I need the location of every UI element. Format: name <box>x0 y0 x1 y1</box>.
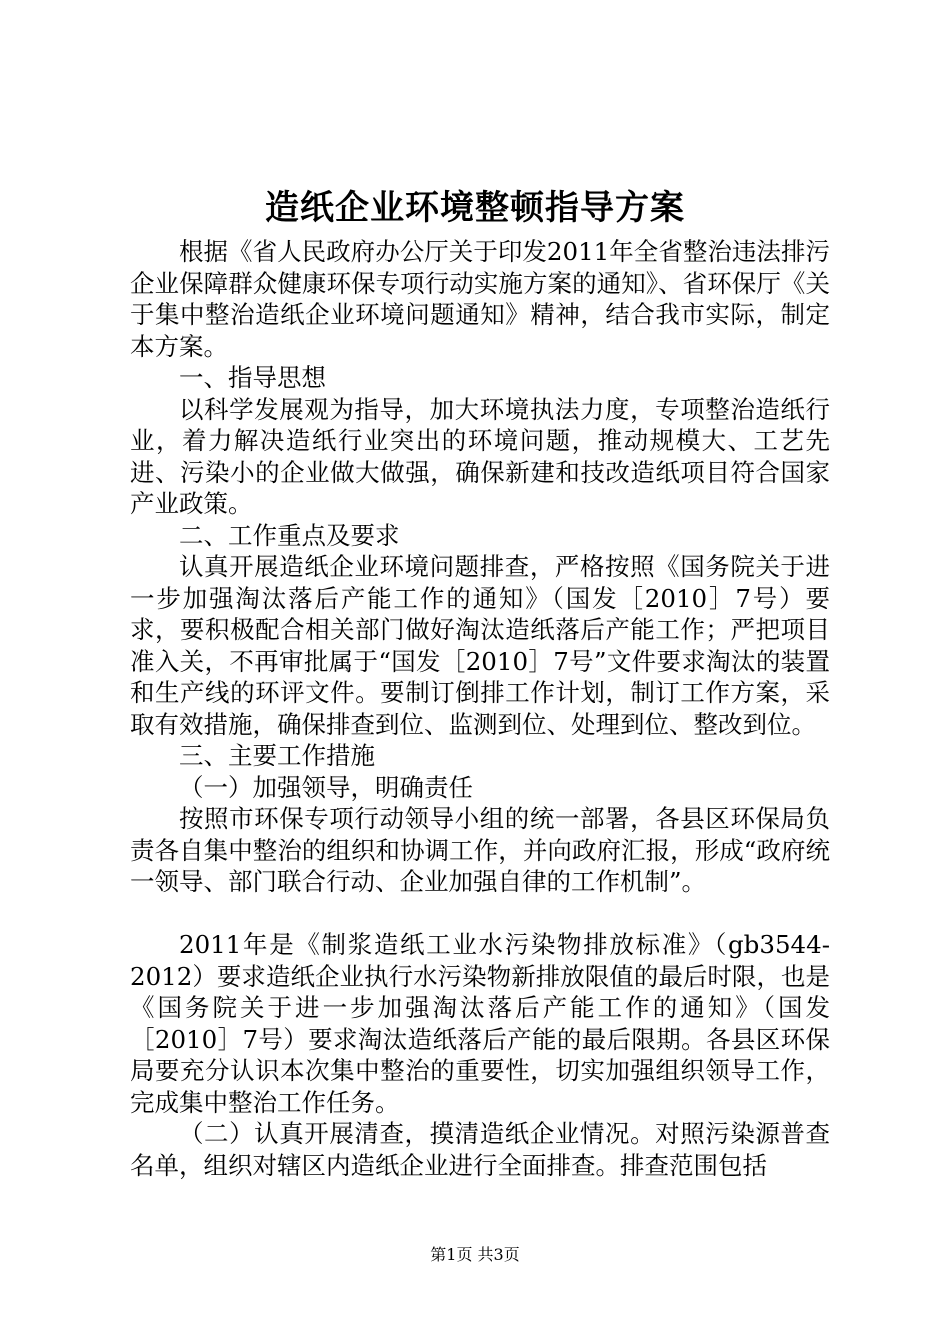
paragraph-inspection: （二）认真开展清查，摸清造纸企业情况。对照污染源普查名单，组织对辖区内造纸企业进行全面排查。排查范围包括 <box>130 1119 830 1180</box>
document-body <box>130 236 830 1181</box>
paragraph-intro: 根据《省人民政府办公厅关于印发2011年全省整治违法排污企业保障群众健康环保专项行动实施方案的通知》、省环保厅《关于集中整治造纸企业环境问题通知》精神，结合我市实际，制定本方案。 <box>130 237 830 361</box>
paragraph-work-focus: 认真开展造纸企业环境问题排查，严格按照《国务院关于进一步加强淘汰落后产能工作的通知》（国发［2010］7号）要求，要积极配合相关部门做好淘汰造纸落后产能工作；严把项目准入关，不再审批属于“国发［2010］7号”文件要求淘汰的装置和生产线的环评文件。要制订倒排工作计划，制订工作方案，采取有效措施，确保排查到位、监测到位、处理到位、整改到位。 <box>130 552 830 739</box>
document-title: 造纸企业环境整顿指导方案 <box>265 188 685 228</box>
page-footer: 第1页 共3页 <box>430 1245 520 1264</box>
heading-main-measures: 三、主要工作措施 <box>179 741 375 770</box>
blank-line <box>130 898 830 930</box>
paragraph-guiding-ideology: 以科学发展观为指导，加大环境执法力度，专项整治造纸行业，着力解决造纸行业突出的环境问题，推动规模大、工艺先进、污染小的企业做大做强，确保新建和技改造纸项目符合国家产业政策。 <box>130 394 830 518</box>
heading-guiding-ideology: 一、指导思想 <box>179 363 326 392</box>
paragraph-deadline: 2011年是《制浆造纸工业水污染物排放标准》（gb3544-2012）要求造纸企业执行水污染物新排放限值的最后时限，也是《国务院关于进一步加强淘汰落后产能工作的通知》（国发［2010］7号）要求淘汰造纸落后产能的最后限期。各县区环保局要充分认识本次集中整治的重要性，切实加强组织领导工作，完成集中整治工作任务。 <box>130 930 830 1117</box>
paragraph-leadership: 按照市环保专项行动领导小组的统一部署，各县区环保局负责各自集中整治的组织和协调工作，并向政府汇报，形成“政府统一领导、部门联合行动、企业加强自律的工作机制”。 <box>130 804 830 896</box>
heading-work-focus: 二、工作重点及要求 <box>179 520 400 550</box>
subheading-leadership: （一）加强领导，明确责任 <box>179 772 473 802</box>
